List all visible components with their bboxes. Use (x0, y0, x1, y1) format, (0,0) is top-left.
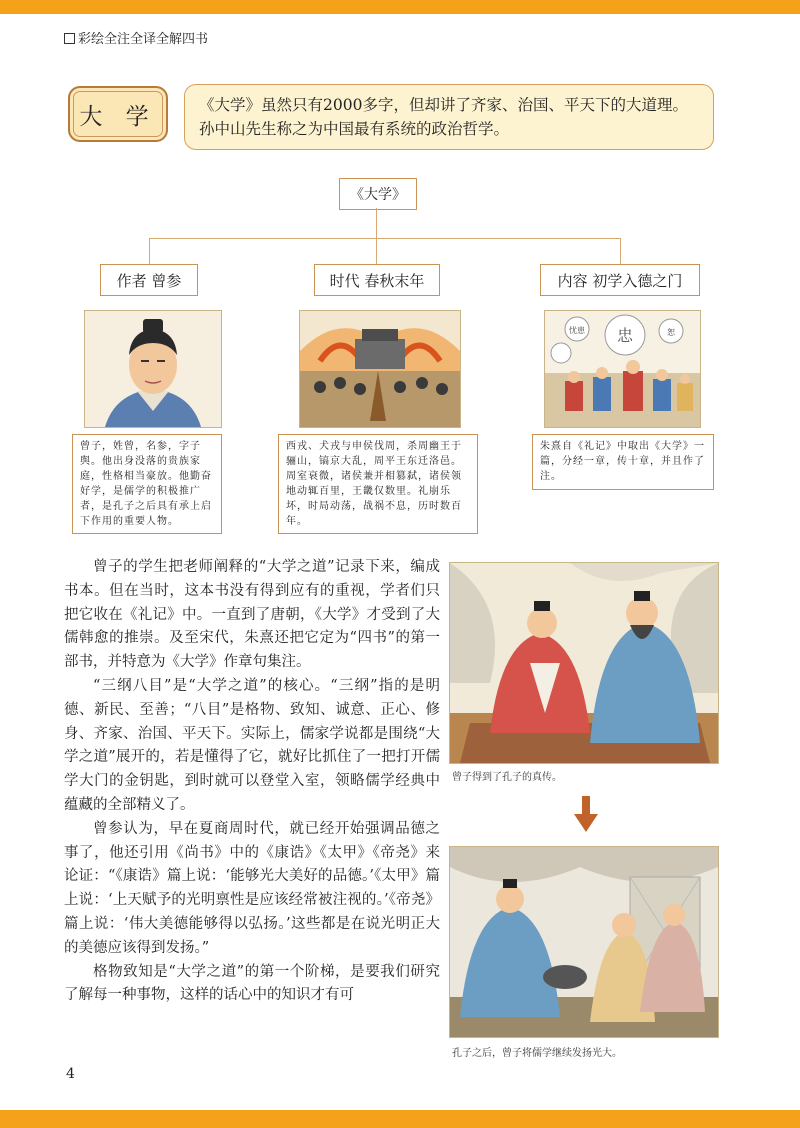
running-header (64, 28, 208, 47)
zengzi-portrait-image (84, 310, 222, 428)
tree-node-author: 作者 曾参 (100, 264, 198, 296)
tree-connector (376, 208, 377, 238)
tree-node-content: 内容 初学入德之门 (540, 264, 700, 296)
square-icon (64, 33, 75, 44)
author-description: 曾子，姓曾，名参，字子舆。他出身没落的贵族家庭，性格相当豪放。他勤奋好学，是儒学的积极推广者，是孔子之后具有承上启下作用的重要人物。 (72, 434, 222, 534)
picture-label: 恕 (667, 328, 675, 337)
war-scene-image (299, 310, 461, 428)
body-paragraph: “三纲八目”是“大学之道”的核心。“三纲”指的是明德、新民、至善；“八目”是格物、致知、诚意、正心、修身、齐家、治国、平天下。实际上，儒家学说都是围绕“大学之道”展开的，若是懂得了它，就好比抓住了一把打开儒学大门的金钥匙，到时就可以登堂入室，领略儒学经典中蕴藏的全部精义了。 (64, 677, 440, 813)
section-title: 大 学 (68, 86, 168, 142)
intro-box: 《大学》虽然只有2000多字，但却讲了齐家、治国、平天下的大道理。孙中山先生称之为中国最有系统的政治哲学。 (184, 84, 714, 150)
zengzi-students-image (449, 846, 719, 1038)
era-description: 西戎、犬戎与申侯伐周，杀周幽王于骊山，镐京大乱，周平王东迁洛邑。周室衰微，诸侯兼并相篡弑，诸侯领地动辄百里，王畿仅数里。礼崩乐坏，时局动荡，战祸不息，历时数百年。 (278, 434, 478, 534)
body-text (64, 556, 440, 1008)
body-paragraph: 曾参认为，早在夏商周时代，就已经开始强调品德之事了，他还引用《尚书》中的《康诰》《太甲》《帝尧》来论证：“《康诰》篇上说：‘能够光大美好的品德。’《太甲》篇上说：‘上天赋予的光明禀性是应该经常被注视的。’《帝尧》篇上说：‘伟大美德能够得以弘扬。’这些都是在说光明正大的美德应该得到发扬。” (64, 820, 440, 956)
book-title: 彩绘全注全译全解四书 (78, 32, 209, 47)
picture-label: 忠 (616, 326, 634, 345)
classroom-scene-image (544, 310, 701, 428)
caption-bottom: 孔子之后，曾子将儒学继续发扬光大。 (452, 1048, 622, 1059)
tree-connector (376, 238, 377, 264)
tree-connector (620, 238, 621, 264)
tree-connector (149, 238, 621, 239)
tree-root: 《大学》 (339, 178, 417, 210)
tree-node-era: 时代 春秋末年 (314, 264, 440, 296)
content-description: 朱熹自《礼记》中取出《大学》一篇，分经一章，传十章，并且作了注。 (532, 434, 714, 490)
confucius-teaching-image (449, 562, 719, 764)
caption-top: 曾子得到了孔子的真传。 (452, 772, 562, 783)
body-paragraph: 曾子的学生把老师阐释的“大学之道”记录下来，编成书本。但在当时，这本书没有得到应有的重视，学者们只把它收在《礼记》中。一直到了唐朝，《大学》才受到了大儒韩愈的推崇。及至宋代，朱熹还把它定为“四书”的第一部书，并特意为《大学》作章句集注。 (64, 559, 440, 671)
down-arrow-icon (574, 796, 598, 832)
body-paragraph: 格物致知是“大学之道”的第一个阶梯，是要我们研究了解每一种事物，这样的话心中的知识才有可 (64, 963, 440, 1004)
page-number: 4 (66, 1066, 75, 1082)
picture-label: 忧患 (569, 326, 585, 335)
tree-connector (149, 238, 150, 264)
